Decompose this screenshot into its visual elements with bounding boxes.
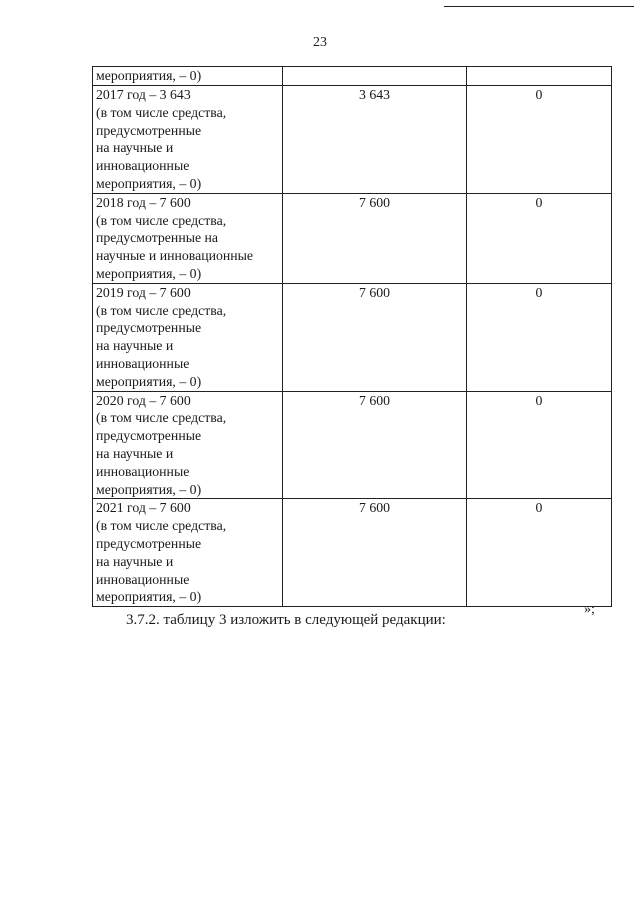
year-description-cell	[93, 67, 283, 86]
cell-line: (в том числе средства,	[96, 104, 227, 120]
cell-line: инновационные	[96, 158, 190, 174]
year-description-cell	[93, 283, 283, 391]
cell-line: 2021 год – 7 600	[96, 500, 191, 516]
innovation-amount-cell: 0	[467, 86, 612, 194]
year-description-cell	[93, 86, 283, 194]
cell-line: предусмотренные	[96, 428, 202, 444]
cell-line: (в том числе средства,	[96, 302, 227, 318]
cell-line: мероприятия, – 0)	[96, 481, 202, 497]
cell-line: предусмотренные	[96, 320, 202, 336]
cell-line: инновационные	[96, 571, 190, 587]
table-row	[93, 391, 612, 499]
innovation-amount-cell: 0	[467, 499, 612, 607]
table-row	[93, 67, 612, 86]
amount-cell: 3 643	[283, 86, 467, 194]
cell-line: (в том числе средства,	[96, 410, 227, 426]
cell-line: 2018 год – 7 600	[96, 194, 191, 210]
top-rule	[444, 6, 634, 7]
funding-table	[92, 66, 612, 607]
cell-line: научные и инновационные	[96, 248, 254, 264]
cell-line: мероприятия, – 0)	[96, 265, 202, 281]
cell-line: предусмотренные на	[96, 230, 219, 246]
table-row	[93, 193, 612, 283]
cell-line: 2019 год – 7 600	[96, 284, 191, 300]
year-description-cell	[93, 499, 283, 607]
cell-line: мероприятия, – 0)	[96, 373, 202, 389]
cell-line: (в том числе средства,	[96, 518, 227, 534]
table-row	[93, 86, 612, 194]
table-row	[93, 283, 612, 391]
innovation-amount-cell: 0	[467, 283, 612, 391]
page-number: 23	[313, 35, 327, 50]
cell-line: на научные и	[96, 445, 174, 461]
innovation-amount-cell	[467, 67, 612, 86]
amount-cell	[283, 67, 467, 86]
cell-line: (в том числе средства,	[96, 212, 227, 228]
cell-line: 2017 год – 3 643	[96, 87, 191, 102]
cell-line: предусмотренные	[96, 535, 202, 551]
innovation-amount-cell: 0	[467, 391, 612, 499]
amount-cell: 7 600	[283, 391, 467, 499]
cell-line: инновационные	[96, 355, 190, 371]
year-description-cell	[93, 193, 283, 283]
cell-line: мероприятия, – 0)	[96, 68, 202, 83]
cell-line: мероприятия, – 0)	[96, 175, 202, 191]
amount-cell: 7 600	[283, 499, 467, 607]
table-row	[93, 499, 612, 607]
cell-line: на научные и	[96, 553, 174, 569]
innovation-amount-cell: 0	[467, 193, 612, 283]
cell-line: 2020 год – 7 600	[96, 392, 191, 408]
closing-quote: »;	[584, 602, 595, 617]
cell-line: на научные и	[96, 338, 174, 354]
cell-line: на научные и	[96, 140, 174, 156]
cell-line: мероприятия, – 0)	[96, 589, 202, 605]
amount-cell: 7 600	[283, 193, 467, 283]
cell-line: инновационные	[96, 463, 190, 479]
instruction-text: 3.7.2. таблицу 3 изложить в следующей редакции:	[126, 612, 446, 628]
year-description-cell	[93, 391, 283, 499]
amount-cell: 7 600	[283, 283, 467, 391]
cell-line: предусмотренные	[96, 122, 202, 138]
